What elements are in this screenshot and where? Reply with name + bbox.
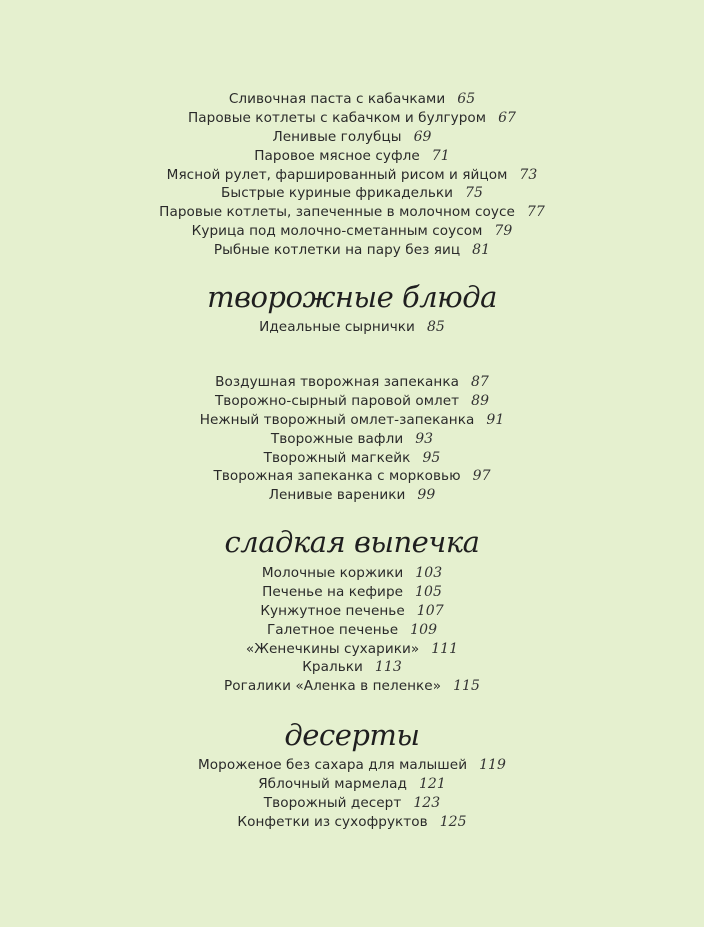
- toc-entry: [0, 241, 704, 260]
- section-heading-cottage-cheese: творожные блюда: [207, 280, 497, 314]
- toc-entry: [0, 392, 704, 411]
- toc-list-desserts: [0, 756, 704, 832]
- toc-entry: [0, 813, 704, 832]
- toc-entry: [0, 640, 704, 659]
- toc-list-baking: [0, 564, 704, 696]
- toc-list-main: [0, 90, 704, 260]
- toc-entry: [0, 449, 704, 468]
- toc-entry-title: Рогалики «Аленка в пеленке»: [224, 678, 442, 695]
- toc-entry-title: Печенье на кефире: [262, 583, 404, 600]
- toc-entry-page: 79: [494, 223, 513, 240]
- toc-entry: [0, 184, 704, 203]
- toc-entry: [0, 430, 704, 449]
- toc-entry-title: Галетное печенье: [266, 621, 399, 638]
- toc-entry: [0, 147, 704, 166]
- toc-entry-page: 69: [413, 128, 432, 145]
- toc-list-cottage: [0, 373, 704, 505]
- toc-entry-title: Молочные коржики: [261, 565, 404, 581]
- toc-entry-page: 93: [415, 430, 434, 447]
- toc-entry: [0, 621, 704, 640]
- toc-entry-page: 125: [439, 813, 467, 830]
- toc-entry-title: Курица под молочно-сметанным соусом: [191, 223, 483, 240]
- toc-entry-page: 99: [417, 487, 436, 504]
- toc-entry: [0, 467, 704, 486]
- toc-entry: [0, 128, 704, 147]
- toc-entry: [0, 203, 704, 222]
- toc-entry: [0, 602, 704, 621]
- toc-entry-title: Сливочная паста с кабачками: [228, 91, 446, 107]
- section-heading-desserts: десерты: [284, 718, 420, 752]
- toc-entry-title: Мороженое без сахара для малышей: [198, 757, 468, 773]
- toc-entry: [0, 222, 704, 241]
- toc-entry-title: Яблочный мармелад: [258, 775, 407, 792]
- toc-entry-page: 105: [415, 583, 442, 600]
- toc-entry-page: 77: [526, 204, 545, 221]
- toc-entry-page: 87: [470, 374, 489, 390]
- toc-entry: [0, 794, 704, 813]
- toc-entry-page: 109: [410, 621, 438, 638]
- toc-entry-title: Рыбные котлетки на пару без яиц: [213, 242, 461, 259]
- toc-entry-title: Нежный творожный омлет-запеканка: [199, 411, 475, 428]
- toc-entry-page: 91: [486, 411, 505, 428]
- toc-entry: [0, 583, 704, 602]
- toc-entry: [0, 90, 704, 109]
- toc-entry: [0, 109, 704, 128]
- toc-entry-title: Конфетки из сухофруктов: [237, 813, 428, 830]
- toc-entry: [0, 373, 704, 392]
- toc-entry-title: «Женечкины сухарики»: [245, 640, 420, 657]
- toc-entry: [0, 486, 704, 505]
- toc-entry-page: 81: [472, 242, 491, 259]
- toc-entry-page: 107: [416, 602, 444, 619]
- toc-entry-page: 115: [453, 678, 480, 695]
- toc-entry-page: 71: [431, 147, 450, 164]
- toc-entry: [0, 775, 704, 794]
- toc-entry: [0, 677, 704, 696]
- toc-entry-page: 89: [471, 392, 490, 409]
- toc-entry-title: Творожные вафли: [270, 430, 404, 447]
- toc-entry-title: Кунжутное печенье: [260, 602, 405, 619]
- toc-entry-title: Творожный магкейк: [263, 449, 411, 466]
- toc-entry-title: Паровые котлеты, запеченные в молочном соусе: [159, 204, 515, 221]
- toc-entry-page: 103: [415, 565, 443, 581]
- toc-entry-title: Кральки: [302, 659, 363, 676]
- toc-entry: [0, 756, 704, 775]
- toc-entry-page: 67: [498, 109, 516, 126]
- toc-list-cottage-first: [0, 318, 704, 337]
- toc-entry-page: 111: [431, 640, 459, 657]
- toc-entry-page: 119: [479, 757, 506, 773]
- toc-entry-page: 97: [472, 468, 491, 485]
- toc-entry: [0, 166, 704, 185]
- toc-entry-title: Ленивые голубцы: [272, 128, 402, 145]
- toc-entry-title: Паровое мясное суфле: [254, 147, 420, 164]
- toc-entry: [0, 411, 704, 430]
- toc-entry: [0, 318, 704, 337]
- toc-entry-page: 95: [422, 449, 441, 466]
- toc-entry-title: Мясной рулет, фаршированный рисом и яйцом: [166, 166, 508, 183]
- toc-entry-page: 75: [465, 185, 483, 202]
- toc-entry: [0, 564, 704, 583]
- toc-entry-title: Ленивые вареники: [268, 487, 406, 504]
- toc-entry-page: 123: [413, 794, 441, 811]
- toc-entry: [0, 658, 704, 677]
- toc-entry-title: Паровые котлеты с кабачком и булгуром: [187, 109, 487, 126]
- toc-entry-title: Творожно-сырный паровой омлет: [214, 392, 460, 409]
- toc-entry-title: Творожный десерт: [263, 794, 402, 811]
- toc-entry-title: Творожная запеканка с морковью: [213, 468, 461, 485]
- toc-entry-title: Идеальные сырнички: [259, 319, 415, 335]
- toc-entry-title: Воздушная творожная запеканка: [215, 374, 459, 390]
- section-heading-sweet-baking: сладкая выпечка: [224, 525, 480, 559]
- toc-entry-page: 121: [418, 775, 446, 792]
- toc-entry-page: 85: [426, 319, 445, 335]
- toc-entry-title: Быстрые куриные фрикадельки: [221, 185, 454, 202]
- toc-entry-page: 73: [519, 166, 538, 183]
- toc-entry-page: 113: [374, 659, 402, 676]
- toc-entry-page: 65: [457, 91, 476, 107]
